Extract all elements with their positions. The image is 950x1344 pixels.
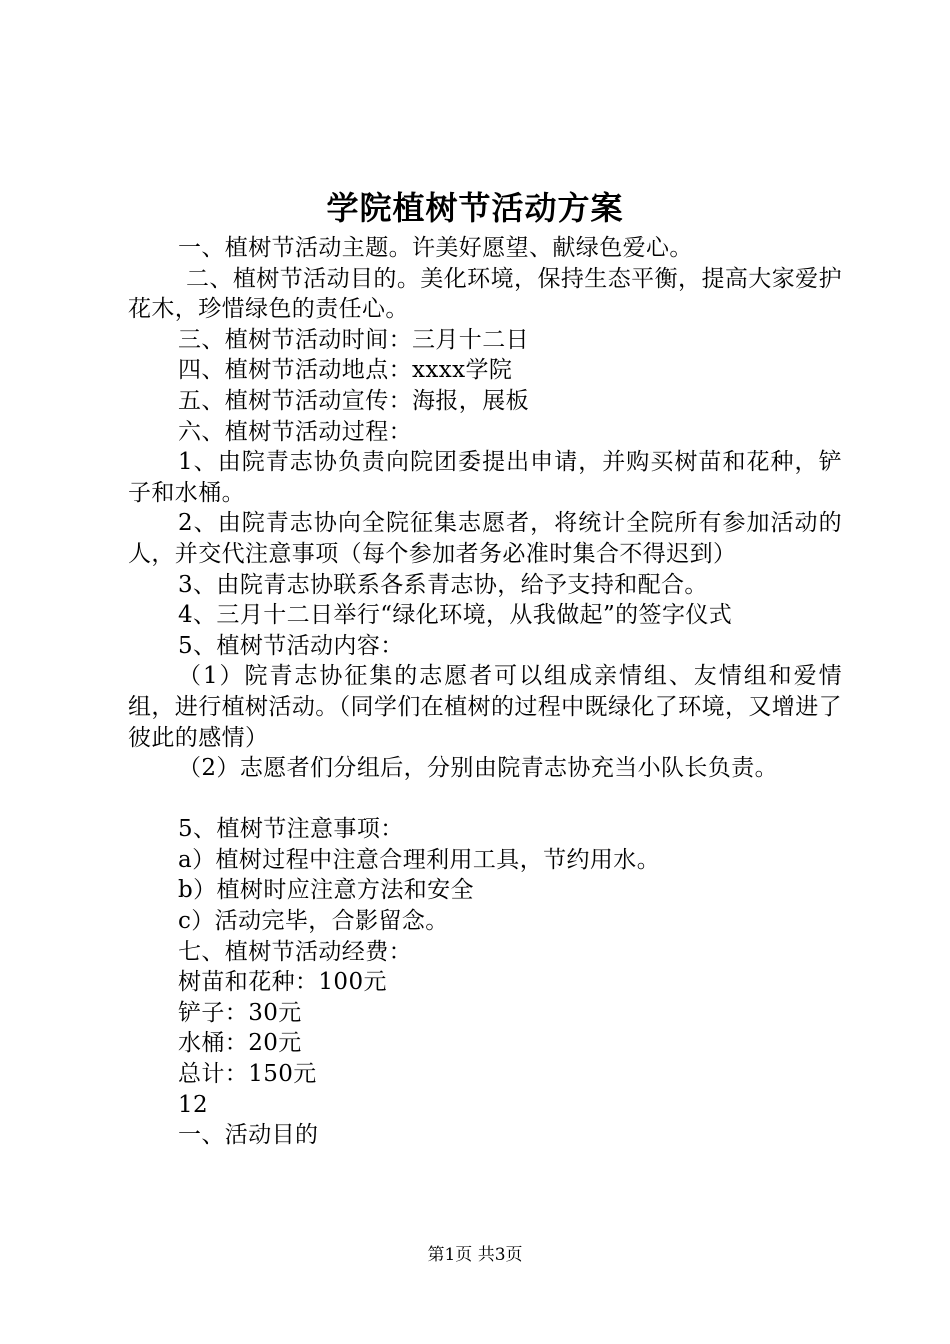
section-heading-purpose: 一、活动目的 [178,1122,319,1149]
blank-line [128,784,842,815]
paragraph-publicity: 五、植树节活动宣传：海报，展板 [178,387,529,414]
document-body [128,233,842,1151]
budget-buckets: 水桶：20元 [178,1030,302,1057]
budget-seedlings: 树苗和花种：100元 [178,969,387,996]
process-step-1: 1、由院青志协负责向院团委提出申请，并购买树苗和花种，铲子和水桶。 [128,449,842,506]
page-footer: 第1页 共3页 [427,1245,523,1265]
process-step-3: 3、由院青志协联系各系青志协，给予支持和配合。 [178,571,708,598]
content-item-1: （1）院青志协征集的志愿者可以组成亲情组、友情组和爱情组，进行植树活动。（同学们在植树的过程中既绿化了环境，又增进了彼此的感情） [128,663,842,751]
note-item-b: b）植树时应注意方法和安全 [178,877,474,904]
process-step-2: 2、由院青志协向全院征集志愿者，将统计全院所有参加活动的人，并交代注意事项（每个参加者务必准时集合不得迟到） [128,510,842,567]
content-item-2: （2）志愿者们分组后，分别由院青志协充当小队长负责。 [178,755,779,782]
paragraph-process-heading: 六、植树节活动过程： [178,418,412,445]
paragraph-purpose: 二、植树节活动目的。美化环境，保持生态平衡，提高大家爱护花木，珍惜绿色的责任心。 [128,265,842,323]
budget-heading: 七、植树节活动经费： [178,938,412,965]
document-title: 学院植树节活动方案 [326,189,624,227]
note-item-a: a）植树过程中注意合理利用工具，节约用水。 [178,846,661,873]
paragraph-location: 四、植树节活动地点：xxxx学院 [178,357,513,384]
process-step-5: 5、植树节活动内容： [178,632,404,659]
paragraph-time: 三、植树节活动时间：三月十二日 [178,326,529,353]
process-step-4: 4、三月十二日举行“绿化环境，从我做起”的签字仪式 [178,602,733,629]
budget-total: 总计：150元 [178,1061,317,1088]
note-item-c: c）活动完毕，合影留念。 [178,908,449,935]
budget-shovels: 铲子：30元 [178,999,302,1026]
stray-number: 12 [178,1091,209,1118]
notes-heading: 5、植树节注意事项： [178,816,404,843]
paragraph-theme: 一、植树节活动主题。许美好愿望、献绿色爱心。 [178,235,693,261]
